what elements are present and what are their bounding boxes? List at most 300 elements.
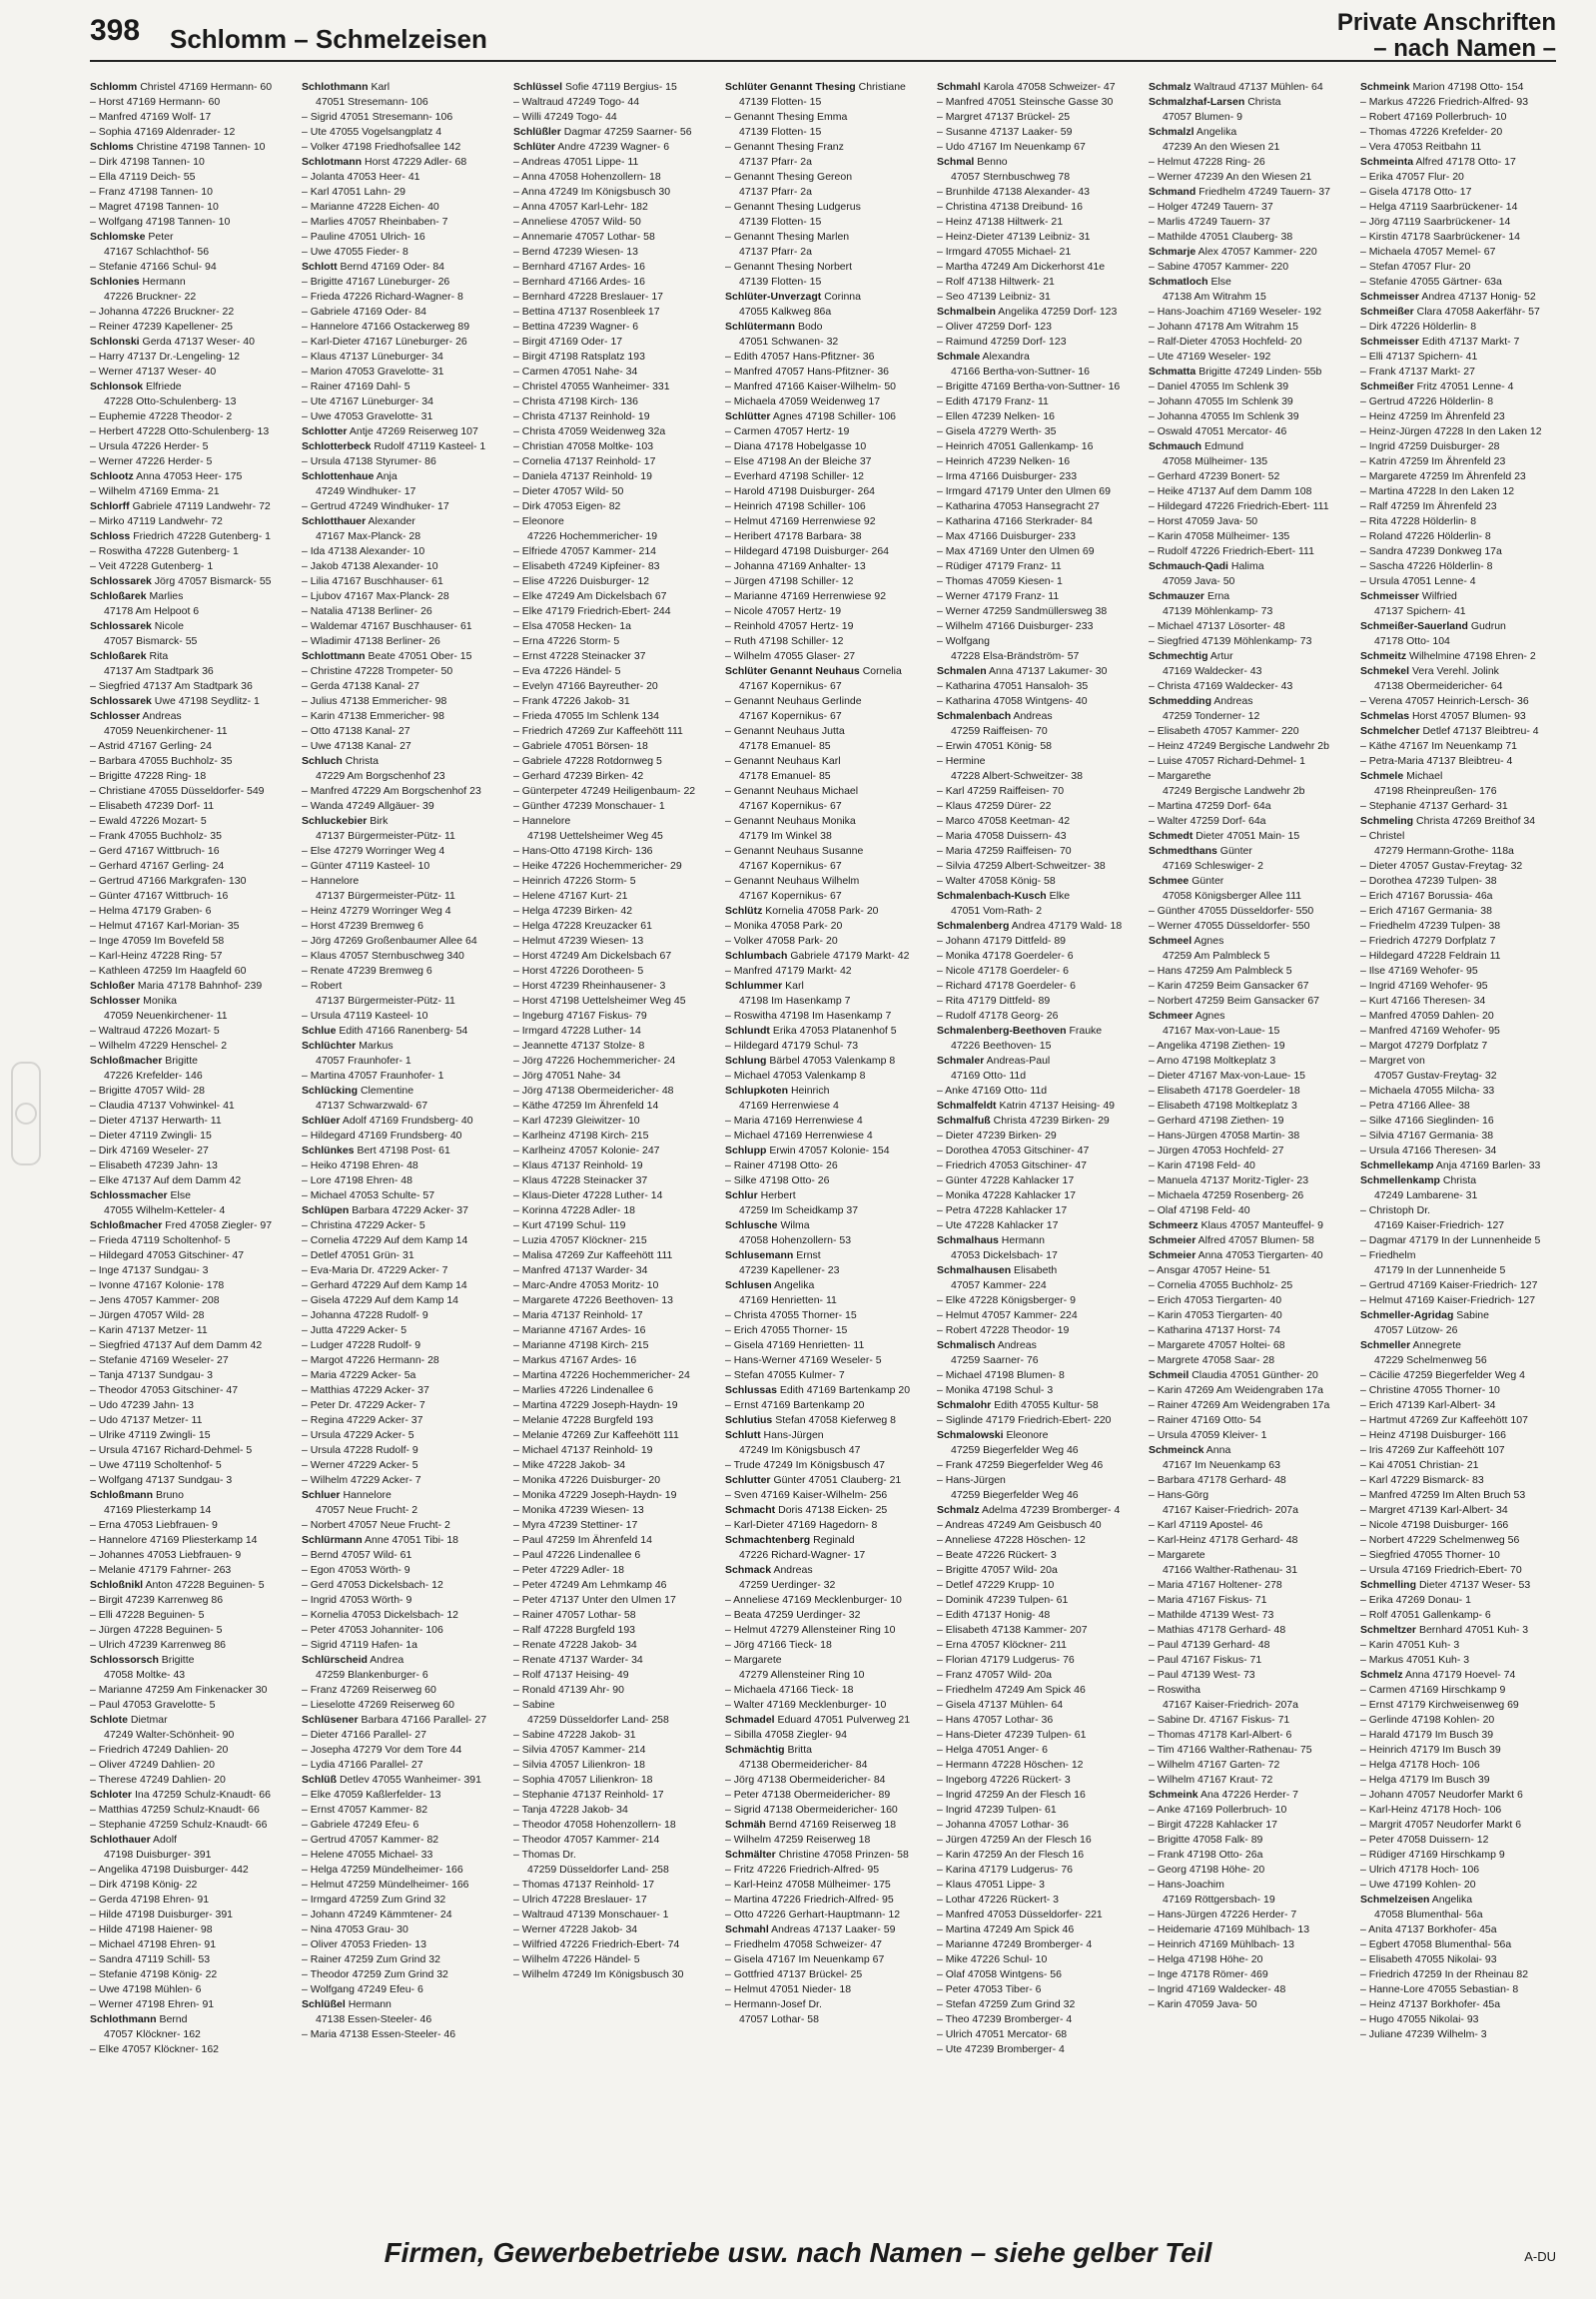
entry-surname: Schmarje xyxy=(1149,246,1197,258)
directory-entry xyxy=(1360,1158,1564,1173)
entry-text: Andrea 47179 Wald- 18 xyxy=(1011,920,1123,932)
entry-text: – Erna 47057 Klöckner- 211 xyxy=(937,1639,1067,1651)
directory-entry xyxy=(1149,200,1352,215)
directory-entry xyxy=(725,1218,929,1233)
directory-entry xyxy=(302,1428,505,1443)
directory-entry xyxy=(1149,679,1352,694)
entry-text: – Margarete 47259 Im Ährenfeld 23 xyxy=(1360,470,1526,482)
directory-entry xyxy=(725,1054,929,1069)
entry-text: – Melanie 47228 Burgfeld 193 xyxy=(513,1414,654,1426)
entry-text: – Ute 47228 Kahlacker 17 xyxy=(937,1219,1059,1231)
entry-text: – Markus 47167 Ardes- 16 xyxy=(513,1354,637,1366)
entry-text: Agnes 47198 Schiller- 106 xyxy=(772,410,897,422)
directory-entry xyxy=(1360,290,1564,305)
entry-text: – Klaus 47057 Sternbuschweg 340 xyxy=(302,950,464,962)
entry-text: – Carmen 47051 Nahe- 34 xyxy=(513,366,638,378)
directory-entry xyxy=(725,454,929,469)
entry-text: – Holger 47249 Tauern- 37 xyxy=(1149,201,1273,213)
entry-surname: Schmeil xyxy=(1149,1369,1190,1381)
entry-text: – Rainer 47198 Otto- 26 xyxy=(725,1159,838,1171)
entry-text: – Karl-Dieter 47169 Hagedorn- 8 xyxy=(725,1519,878,1531)
entry-text: 47229 Schelmenweg 56 xyxy=(1374,1354,1487,1366)
directory-entry xyxy=(513,1069,717,1084)
entry-text: – Walter 47169 Mecklenburger- 10 xyxy=(725,1699,887,1711)
directory-entry xyxy=(90,1982,294,1997)
directory-entry xyxy=(90,170,294,185)
entry-surname: Schlüter-Unverzagt xyxy=(725,291,822,303)
directory-entry xyxy=(725,275,929,290)
entry-text: – Käthe 47259 Im Ährenfeld 14 xyxy=(513,1100,659,1112)
entry-text: – Johann 47055 Im Schlenk 39 xyxy=(1149,395,1293,407)
directory-entry xyxy=(1360,2012,1564,2027)
entry-text: 47259 Tonderner- 12 xyxy=(1163,710,1260,722)
entry-text: 47137 Pfarr- 2a xyxy=(739,156,812,168)
directory-entry xyxy=(1360,964,1564,979)
directory-entry xyxy=(937,1638,1141,1653)
directory-entry xyxy=(1149,574,1352,589)
entry-text: – Andreas 47051 Lippe- 11 xyxy=(513,156,639,168)
directory-entry xyxy=(513,829,717,844)
directory-entry xyxy=(302,1233,505,1248)
directory-entry xyxy=(725,904,929,919)
directory-entry xyxy=(725,1428,929,1443)
directory-entry xyxy=(90,185,294,200)
directory-entry xyxy=(302,1084,505,1099)
entry-text: – Wolfgang 47137 Sundgau- 3 xyxy=(90,1474,233,1486)
entry-text: – Gabriele 47169 Oder- 84 xyxy=(302,306,426,318)
directory-entry xyxy=(302,874,505,889)
directory-entry xyxy=(1149,1997,1352,2012)
entry-text: 47137 Schwarzwald- 67 xyxy=(316,1100,428,1112)
entry-text: – Marco 47058 Keetman- 42 xyxy=(937,815,1071,827)
directory-entry xyxy=(302,829,505,844)
directory-entry xyxy=(513,649,717,664)
directory-entry xyxy=(513,1353,717,1368)
directory-entry xyxy=(302,574,505,589)
entry-text: 47057 Fraunhofer- 1 xyxy=(316,1055,411,1067)
directory-entry xyxy=(725,1278,929,1293)
entry-text: – Marc-Andre 47053 Moritz- 10 xyxy=(513,1279,659,1291)
directory-entry xyxy=(302,1024,505,1039)
entry-text: – Rita 47179 Dittfeld- 89 xyxy=(937,995,1051,1007)
entry-text: – Erna 47226 Storm- 5 xyxy=(513,635,620,647)
directory-entry xyxy=(90,574,294,589)
entry-text: – Jörg 47226 Hochemmericher- 24 xyxy=(513,1055,676,1067)
directory-entry xyxy=(302,1218,505,1233)
entry-text: – Tanja 47228 Jakob- 34 xyxy=(513,1804,628,1816)
entry-surname: Schmeisser xyxy=(1360,291,1419,303)
entry-text: – Katharina 47166 Sterkrader- 84 xyxy=(937,515,1093,527)
entry-text: 47229 Am Borgschenhof 23 xyxy=(316,770,445,782)
entry-text: – Horst 47249 Am Dickelsbach 67 xyxy=(513,950,672,962)
directory-entry xyxy=(937,1863,1141,1878)
entry-surname: Schlürmann xyxy=(302,1534,363,1546)
entry-text: – Angelika 47198 Ziethen- 19 xyxy=(1149,1040,1285,1052)
entry-text: – Sabine Dr. 47167 Fiskus- 71 xyxy=(1149,1714,1290,1726)
directory-entry xyxy=(90,215,294,230)
directory-entry xyxy=(1149,1084,1352,1099)
entry-text: – Werner 47198 Ehren- 91 xyxy=(90,1998,215,2010)
directory-entry xyxy=(937,1114,1141,1129)
directory-entry xyxy=(302,1308,505,1323)
directory-entry xyxy=(302,979,505,994)
entry-text: – Pauline 47051 Ulrich- 16 xyxy=(302,231,425,243)
entry-text: Andrea xyxy=(370,1654,404,1666)
directory-entry xyxy=(725,1473,929,1488)
directory-entry xyxy=(1149,769,1352,784)
entry-text: – Sibilla 47058 Ziegler- 94 xyxy=(725,1729,847,1741)
directory-entry xyxy=(90,499,294,514)
directory-entry xyxy=(302,1548,505,1563)
directory-entry xyxy=(513,125,717,140)
directory-entry xyxy=(513,1653,717,1668)
entry-text: – Horst 47239 Bremweg 6 xyxy=(302,920,423,932)
entry-text: – Johanna 47226 Bruckner- 22 xyxy=(90,306,235,318)
entry-text: Alexandra xyxy=(982,351,1030,363)
entry-text: – Christina 47138 Dreibund- 16 xyxy=(937,201,1083,213)
entry-text: – Bernhard 47166 Ardes- 16 xyxy=(513,276,645,288)
directory-entry xyxy=(725,559,929,574)
directory-entry xyxy=(1149,1937,1352,1952)
directory-entry xyxy=(1360,1833,1564,1848)
entry-surname: Schlothauer xyxy=(90,1834,151,1846)
entry-text: Alfred 47178 Otto- 17 xyxy=(1415,156,1516,168)
directory-entry xyxy=(1149,469,1352,484)
entry-text: – Brigitte 47167 Lüneburger- 26 xyxy=(302,276,450,288)
directory-entry xyxy=(1149,1653,1352,1668)
directory-entry xyxy=(937,664,1141,679)
directory-entry xyxy=(90,125,294,140)
directory-entry xyxy=(1149,949,1352,964)
directory-entry xyxy=(90,1937,294,1952)
entry-text: – Manfred 47169 Wolf- 17 xyxy=(90,111,212,123)
directory-entry xyxy=(90,2027,294,2042)
directory-entry xyxy=(725,1099,929,1114)
entry-surname: Schmeisser xyxy=(1360,336,1419,348)
directory-entry xyxy=(90,335,294,350)
entry-text: – Uwe 47138 Kanal- 27 xyxy=(302,740,411,752)
directory-entry xyxy=(937,1908,1141,1922)
entry-surname: Schlupkoten xyxy=(725,1085,789,1097)
directory-entry xyxy=(302,1743,505,1758)
directory-entry xyxy=(1360,1967,1564,1982)
entry-text: – Klaus 47137 Reinhold- 19 xyxy=(513,1159,643,1171)
entry-text: – Jörg 47269 Großenbaumer Allee 64 xyxy=(302,935,477,947)
entry-text: – Susanne 47137 Laaker- 59 xyxy=(937,126,1073,138)
directory-entry xyxy=(513,1773,717,1788)
entry-text: – Kirstin 47178 Saarbrückener- 14 xyxy=(1360,231,1520,243)
entry-text: – Christa 47198 Kirch- 136 xyxy=(513,395,638,407)
entry-text: – Anneliese 47228 Höschen- 12 xyxy=(937,1534,1086,1546)
entry-text: Ernst xyxy=(796,1249,821,1261)
entry-text: – Paul 47259 Im Ährenfeld 14 xyxy=(513,1534,652,1546)
entry-text: Hermann xyxy=(1001,1234,1045,1246)
entry-text: – Dominik 47239 Tulpen- 61 xyxy=(937,1594,1069,1606)
directory-entry xyxy=(937,799,1141,814)
entry-text: – Hannelore xyxy=(513,815,571,827)
directory-entry xyxy=(725,679,929,694)
directory-entry xyxy=(90,1683,294,1698)
section-title-line2: – nach Namen – xyxy=(1373,35,1556,62)
directory-entry xyxy=(937,1069,1141,1084)
entry-text: – Volker 47058 Park- 20 xyxy=(725,935,838,947)
entry-text: – Michael 47137 Lösorter- 48 xyxy=(1149,620,1285,632)
entry-text: – Gerhard 47167 Gerling- 24 xyxy=(90,860,225,872)
entry-text: – Christel 47055 Wanheimer- 331 xyxy=(513,381,670,392)
directory-entry xyxy=(513,1788,717,1803)
directory-entry xyxy=(725,1683,929,1698)
directory-entry xyxy=(513,1818,717,1833)
directory-entry xyxy=(1360,739,1564,754)
entry-text: Gerda 47137 Weser- 40 xyxy=(142,336,255,348)
entry-surname: Schloßarek xyxy=(90,650,147,662)
entry-text: Birk xyxy=(370,815,389,827)
entry-text: – Inge 47137 Sundgau- 3 xyxy=(90,1264,209,1276)
entry-text: – Hannelore 47169 Pliesterkamp 14 xyxy=(90,1534,258,1546)
entry-text: – Karl 47119 Apostel- 46 xyxy=(1149,1519,1263,1531)
entry-text: Clara 47058 Aakerfähr- 57 xyxy=(1416,306,1540,318)
directory-entry xyxy=(302,919,505,934)
entry-text: – Hans-Joachim 47169 Weseler- 192 xyxy=(1149,306,1322,318)
entry-text: Barbara 47229 Acker- 37 xyxy=(352,1204,468,1216)
entry-text: Anja 47169 Barlen- 33 xyxy=(1435,1159,1541,1171)
entry-text: – Marianne 47249 Bromberger- 4 xyxy=(937,1938,1093,1950)
directory-entry xyxy=(1149,275,1352,290)
entry-text: – Tanja 47137 Sundgau- 3 xyxy=(90,1369,213,1381)
directory-entry xyxy=(937,1593,1141,1608)
entry-text: – Elke 47228 Königsberger- 9 xyxy=(937,1294,1076,1306)
entry-text: – Johanna 47057 Lothar- 36 xyxy=(937,1819,1069,1831)
directory-entry xyxy=(937,1413,1141,1428)
directory-entry xyxy=(937,1788,1141,1803)
directory-entry xyxy=(302,649,505,664)
entry-text: – Jeannette 47137 Stolze- 8 xyxy=(513,1040,645,1052)
entry-text: – Peter 47229 Adler- 18 xyxy=(513,1564,624,1576)
directory-entry xyxy=(1360,95,1564,110)
entry-text: – Renate 47239 Bremweg 6 xyxy=(302,965,432,977)
directory-entry xyxy=(90,964,294,979)
directory-entry xyxy=(1149,1353,1352,1368)
entry-text: – Karl-Heinz 47058 Mülheimer- 175 xyxy=(725,1879,891,1891)
entry-text: – Ewald 47226 Mozart- 5 xyxy=(90,815,207,827)
entry-text: Rudolf 47119 Kasteel- 1 xyxy=(374,440,486,452)
entry-text: Edith 47166 Ranenberg- 54 xyxy=(339,1025,468,1037)
entry-text: – Cornelia 47229 Auf dem Kamp 14 xyxy=(302,1234,468,1246)
entry-text: – Johann 47178 Am Witrahm 15 xyxy=(1149,321,1299,333)
directory-entry xyxy=(1149,394,1352,409)
directory-entry xyxy=(1149,1982,1352,1997)
entry-text: – Sabine 47057 Kammer- 220 xyxy=(1149,261,1289,273)
entry-text: – Roland 47226 Hölderlin- 8 xyxy=(1360,530,1491,542)
directory-entry xyxy=(1149,1039,1352,1054)
entry-text: 47178 Am Helpoot 6 xyxy=(104,605,200,617)
entry-text: – Ernst 47057 Kammer- 82 xyxy=(302,1804,428,1816)
entry-text: – Christian 47058 Moltke- 103 xyxy=(513,440,654,452)
entry-text: – Vera 47053 Reitbahn 11 xyxy=(1360,141,1482,153)
entry-text: Angelika 47259 Dorf- 123 xyxy=(998,306,1118,318)
entry-text: – Genannt Neuhaus Jutta xyxy=(725,725,845,737)
entry-text: – Iris 47269 Zur Kaffeehött 107 xyxy=(1360,1444,1505,1456)
running-head: Schlomm – Schmelzeisen xyxy=(170,24,487,54)
directory-entry xyxy=(90,1922,294,1937)
entry-text: 47057 Lützow- 26 xyxy=(1374,1324,1458,1336)
directory-entry xyxy=(725,290,929,305)
entry-text: 47137 Am Stadtpark 36 xyxy=(104,665,214,677)
entry-text: Friedhelm 47249 Tauern- 37 xyxy=(1198,186,1330,198)
entry-text: Christine 47198 Tannen- 10 xyxy=(136,141,266,153)
directory-entry xyxy=(1149,1713,1352,1728)
entry-text: – Peter 47138 Obermeidericher- 89 xyxy=(725,1789,891,1801)
entry-text: – Werner 47226 Herder- 5 xyxy=(90,455,213,467)
entry-text: 47167 Kopernikus- 67 xyxy=(739,890,842,902)
entry-text: – Martina 47249 Am Spick 46 xyxy=(937,1923,1075,1935)
directory-entry xyxy=(302,484,505,499)
entry-text: Hans-Jürgen xyxy=(763,1429,824,1441)
entry-text: – Karl-Heinz 47178 Hoch- 106 xyxy=(1360,1804,1502,1816)
directory-entry xyxy=(1149,724,1352,739)
directory-entry xyxy=(302,320,505,335)
directory-entry xyxy=(725,1833,929,1848)
entry-text: Detlef 47137 Bleibtreu- 4 xyxy=(1422,725,1539,737)
entry-text: – Inge 47059 Im Bovefeld 58 xyxy=(90,935,225,947)
directory-entry xyxy=(90,1443,294,1458)
entry-text: 47259 Saarner- 76 xyxy=(951,1354,1039,1366)
entry-text: – Trude 47249 Im Königsbusch 47 xyxy=(725,1459,885,1471)
directory-entry xyxy=(1360,1683,1564,1698)
directory-entry xyxy=(302,1039,505,1054)
entry-text: – Sophia 47057 Lilienkron- 18 xyxy=(513,1774,653,1786)
directory-entry xyxy=(302,709,505,724)
directory-entry xyxy=(725,1548,929,1563)
entry-text: – Karlheinz 47198 Kirch- 215 xyxy=(513,1130,649,1142)
directory-entry xyxy=(1360,1653,1564,1668)
entry-text: – Martina 47229 Joseph-Haydn- 19 xyxy=(513,1399,678,1411)
entry-text: – Cäcilie 47259 Biegerfelder Weg 4 xyxy=(1360,1369,1525,1381)
entry-text: – Hugo 47055 Nikolai- 93 xyxy=(1360,2013,1479,2025)
entry-surname: Schlossmacher xyxy=(90,1189,168,1201)
entry-text: – Karin 47259 Beim Gansacker 67 xyxy=(1149,980,1309,992)
directory-entry xyxy=(1149,1878,1352,1893)
directory-entry xyxy=(1360,874,1564,889)
directory-entry xyxy=(1360,454,1564,469)
entry-text: – Roswitha xyxy=(1149,1684,1200,1696)
directory-entry xyxy=(1149,1683,1352,1698)
entry-text: 47228 Elsa-Brändström- 57 xyxy=(951,650,1080,662)
entry-surname: Schluer xyxy=(302,1489,341,1501)
entry-text: – Margrit 47057 Neudorfer Markt 6 xyxy=(1360,1819,1522,1831)
entry-text: 47137 Spichern- 41 xyxy=(1374,605,1466,617)
directory-entry xyxy=(1360,335,1564,350)
entry-text: – Waltraud 47139 Monschauer- 1 xyxy=(513,1909,669,1920)
entry-text: Edith 47055 Kultur- 58 xyxy=(994,1399,1099,1411)
directory-entry xyxy=(90,1773,294,1788)
directory-entry xyxy=(90,454,294,469)
directory-entry xyxy=(302,529,505,544)
entry-text: – Werner 47259 Sandmüllersweg 38 xyxy=(937,605,1108,617)
entry-text: Christa xyxy=(345,755,380,767)
directory-entry xyxy=(725,1323,929,1338)
directory-entry xyxy=(725,1908,929,1922)
entry-text: – Birgit 47228 Kahlacker 17 xyxy=(1149,1819,1277,1831)
entry-text: – Volker 47198 Friedhofsallee 142 xyxy=(302,141,461,153)
entry-text: – Martha 47249 Am Dickerhorst 41e xyxy=(937,261,1106,273)
entry-text: Christel 47169 Hermann- 60 xyxy=(140,81,273,93)
directory-entry xyxy=(725,919,929,934)
directory-entry xyxy=(513,1443,717,1458)
entry-text: – Margot 47279 Dorfplatz 7 xyxy=(1360,1040,1488,1052)
entry-surname: Schmeink xyxy=(1149,1789,1198,1801)
entry-text: – Angelika 47198 Duisburger- 442 xyxy=(90,1864,249,1876)
entry-text: 47226 Hochemmericher- 19 xyxy=(527,530,658,542)
entry-text: – Michaela 47057 Memel- 67 xyxy=(1360,246,1496,258)
entry-text: – Rudolf 47226 Friedrich-Ebert- 111 xyxy=(1149,545,1314,557)
entry-text: – Therese 47249 Dahlien- 20 xyxy=(90,1774,226,1786)
entry-text: – Manfred 47166 Kaiser-Wilhelm- 50 xyxy=(725,381,896,392)
entry-text: Elke xyxy=(1049,890,1071,902)
entry-text: – Karl 47239 Gleiwitzer- 10 xyxy=(513,1115,640,1127)
directory-entry xyxy=(1149,1383,1352,1398)
directory-entry xyxy=(513,754,717,769)
entry-text: Anna 47137 Lakumer- 30 xyxy=(988,665,1108,677)
entry-text: – Martina 47259 Dorf- 64a xyxy=(1149,800,1271,812)
entry-text: Detlev 47055 Wanheimer- 391 xyxy=(339,1774,481,1786)
directory-entry xyxy=(725,1069,929,1084)
directory-entry xyxy=(513,1608,717,1623)
entry-text: – Udo 47239 Jahn- 13 xyxy=(90,1399,194,1411)
directory-entry xyxy=(1149,185,1352,200)
entry-text: – Margot 47226 Hermann- 28 xyxy=(302,1354,439,1366)
directory-entry xyxy=(302,1203,505,1218)
directory-entry xyxy=(513,1233,717,1248)
entry-text: – Hildegard 47198 Duisburger- 264 xyxy=(725,545,890,557)
entry-text: – Mathias 47178 Gerhard- 48 xyxy=(1149,1624,1286,1636)
directory-entry xyxy=(1149,1158,1352,1173)
entry-text: – Matthias 47259 Schulz-Knaudt- 66 xyxy=(90,1804,260,1816)
directory-entry xyxy=(513,245,717,260)
directory-column xyxy=(302,80,505,2197)
directory-entry xyxy=(90,110,294,125)
directory-entry xyxy=(90,424,294,439)
directory-entry xyxy=(1360,1593,1564,1608)
entry-text: – Beata 47259 Uerdinger- 32 xyxy=(725,1609,861,1621)
entry-surname: Schlossarek xyxy=(90,695,152,707)
directory-entry xyxy=(513,1099,717,1114)
directory-entry xyxy=(1149,1833,1352,1848)
entry-text: – Martina 47226 Hochemmericher- 24 xyxy=(513,1369,690,1381)
entry-surname: Schlutius xyxy=(725,1414,773,1426)
entry-text: 47226 Beethoven- 15 xyxy=(951,1040,1052,1052)
directory-entry xyxy=(1149,260,1352,275)
entry-text: – Wilhelm 47226 Händel- 5 xyxy=(513,1953,640,1965)
directory-entry xyxy=(1149,290,1352,305)
directory-entry xyxy=(90,1188,294,1203)
entry-text: Hermann xyxy=(348,1998,392,2010)
directory-entry xyxy=(513,679,717,694)
directory-entry xyxy=(937,365,1141,380)
entry-text: Andreas xyxy=(773,1564,813,1576)
entry-text: – Karl-Heinz 47178 Gerhard- 48 xyxy=(1149,1534,1298,1546)
entry-text: – Silke 47166 Sieglinden- 16 xyxy=(1360,1115,1494,1127)
directory-entry xyxy=(1149,1758,1352,1773)
entry-text: – Gisela 47137 Mühlen- 64 xyxy=(937,1699,1064,1711)
entry-text: Gudrun xyxy=(1470,620,1506,632)
directory-entry xyxy=(90,1278,294,1293)
entry-text: – Uwe 47119 Scholtenhof- 5 xyxy=(90,1459,222,1471)
directory-entry xyxy=(1360,1368,1564,1383)
entry-text: – Dieter 47057 Wild- 50 xyxy=(513,485,624,497)
directory-entry xyxy=(937,125,1141,140)
directory-entry xyxy=(90,1218,294,1233)
